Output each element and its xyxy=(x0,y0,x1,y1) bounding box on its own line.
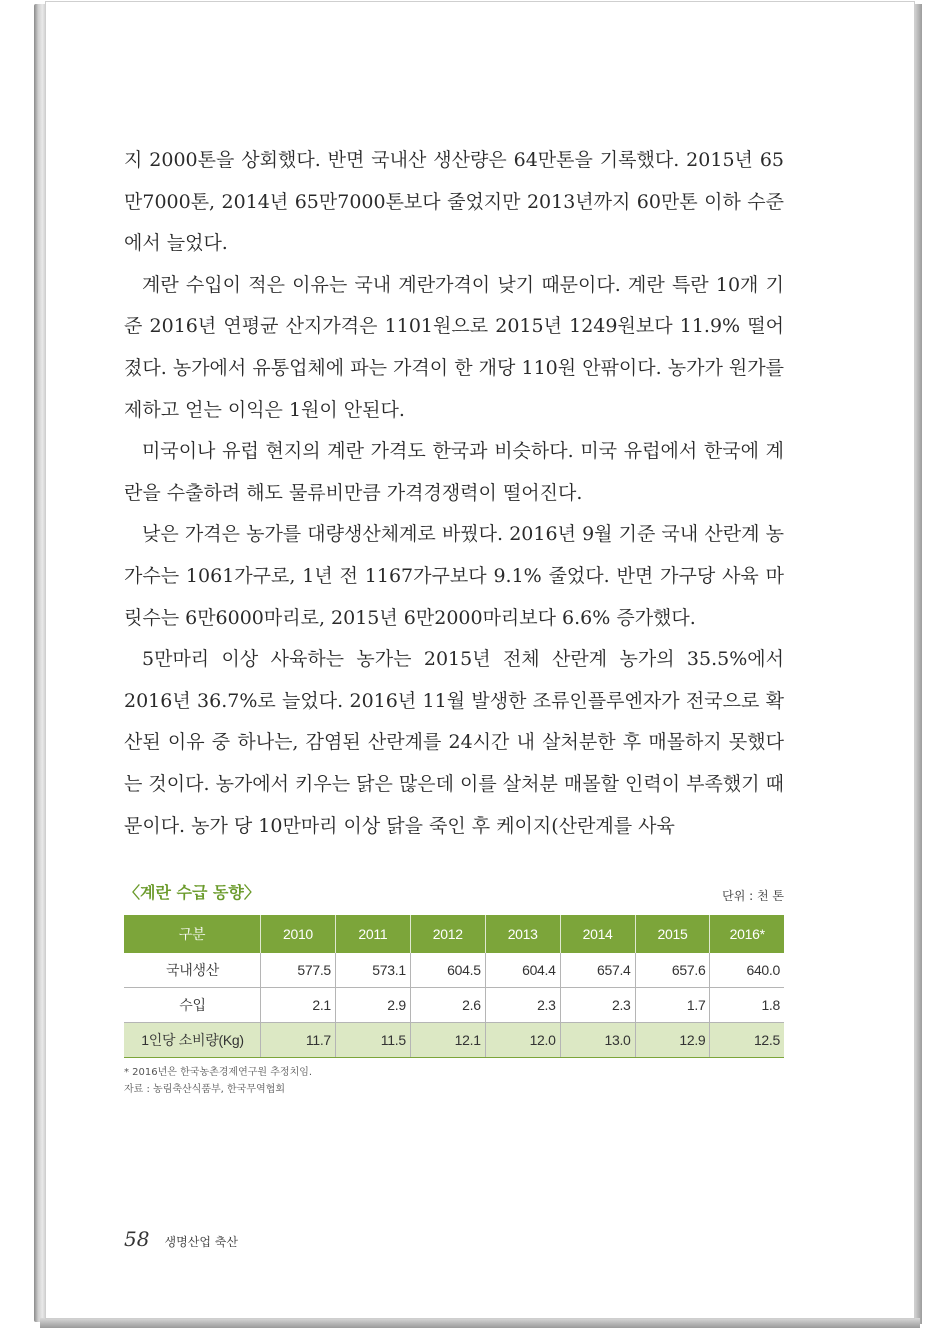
column-header: 2016* xyxy=(710,915,784,953)
table-cell: 1.7 xyxy=(635,988,710,1023)
row-label: 1인당 소비량(Kg) xyxy=(124,1023,261,1058)
table-cell: 2.3 xyxy=(485,988,560,1023)
column-header: 2013 xyxy=(485,915,560,953)
egg-supply-table xyxy=(124,915,784,1058)
table-cell: 2.6 xyxy=(410,988,485,1023)
table-row-highlighted xyxy=(124,1023,784,1058)
table-cell: 2.1 xyxy=(261,988,336,1023)
column-header: 2010 xyxy=(261,915,336,953)
table-cell: 573.1 xyxy=(335,953,410,988)
column-header: 2011 xyxy=(335,915,410,953)
table-cell: 2.9 xyxy=(335,988,410,1023)
table-title: 〈계란 수급 동향〉 xyxy=(124,883,260,902)
table-cell: 11.7 xyxy=(261,1023,336,1058)
column-header: 2015 xyxy=(635,915,710,953)
table-cell: 657.6 xyxy=(635,953,710,988)
page-footer xyxy=(124,1227,238,1251)
row-label: 국내생산 xyxy=(124,953,261,988)
paragraph: 낮은 가격은 농가를 대량생산체계로 바꿨다. 2016년 9월 기준 국내 산란계 농가수는 1061가구로, 1년 전 1167가구보다 9.1% 줄었다. 반면 가구당 사육 마릿수는 6만6000마리로, 2015년 6만2000마리보다 6.6% 증가했다. xyxy=(124,523,784,629)
page-edge-bottom xyxy=(40,1318,920,1328)
body-text xyxy=(124,140,784,847)
table-cell: 640.0 xyxy=(710,953,784,988)
table-unit: 단위 : 천 톤 xyxy=(722,889,784,903)
paragraph: 지 2000톤을 상회했다. 반면 국내산 생산량은 64만톤을 기록했다. 2015년 65만7000톤, 2014년 65만7000톤보다 줄었지만 2013년까지 60만톤 이하 수준에서 늘었다. xyxy=(124,149,784,255)
table-cell: 604.5 xyxy=(410,953,485,988)
paragraph: 계란 수입이 적은 이유는 국내 계란가격이 낮기 때문이다. 계란 특란 10개 기준 2016년 연평균 산지가격은 1101원으로 2015년 1249원보다 11.9% 떨어졌다. 농가에서 유통업체에 파는 가격이 한 개당 110원 안팎이다. 농가가 원가를 제하고 얻는 이익은 1원이 안된다. xyxy=(124,273,784,421)
table-row xyxy=(124,953,784,988)
column-header: 2014 xyxy=(560,915,635,953)
table-cell: 12.0 xyxy=(485,1023,560,1058)
table-header-row xyxy=(124,915,784,953)
table-cell: 12.9 xyxy=(635,1023,710,1058)
table-cell: 2.3 xyxy=(560,988,635,1023)
table-cell: 11.5 xyxy=(335,1023,410,1058)
table-cell: 657.4 xyxy=(560,953,635,988)
paragraph: 5만마리 이상 사육하는 농가는 2015년 전체 산란계 농가의 35.5%에서 2016년 36.7%로 늘었다. 2016년 11월 발생한 조류인플루엔자가 전국으로 확산된 이유 중 하나는, 감염된 산란계를 24시간 내 살처분한 후 매몰하지 못했다는 것이다. 농가에서 키우는 닭은 많은데 이를 살처분 매몰할 인력이 부족했기 때문이다. 농가 당 10만마리 이상 닭을 죽인 후 케이지(산란계를 사육 xyxy=(124,648,784,837)
running-title: 생명산업 축산 xyxy=(164,1235,238,1249)
paragraph: 미국이나 유럽 현지의 계란 가격도 한국과 비슷하다. 미국 유럽에서 한국에 계란을 수출하려 해도 물류비만큼 가격경쟁력이 떨어진다. xyxy=(124,440,784,504)
source-note: 자료 : 농림축산식품부, 한국무역협회 xyxy=(124,1084,285,1095)
table-row xyxy=(124,988,784,1023)
table-cell: 1.8 xyxy=(710,988,784,1023)
table-notes xyxy=(124,1064,312,1098)
table-cell: 13.0 xyxy=(560,1023,635,1058)
footnote: * 2016년은 한국농촌경제연구원 추정치임. xyxy=(124,1067,313,1078)
column-header: 2012 xyxy=(410,915,485,953)
table-cell: 12.5 xyxy=(710,1023,784,1058)
row-label: 수입 xyxy=(124,988,261,1023)
table-cell: 604.4 xyxy=(485,953,560,988)
page-number: 58 xyxy=(124,1227,150,1251)
table-cell: 577.5 xyxy=(261,953,336,988)
column-header: 구분 xyxy=(124,915,261,953)
table-cell: 12.1 xyxy=(410,1023,485,1058)
